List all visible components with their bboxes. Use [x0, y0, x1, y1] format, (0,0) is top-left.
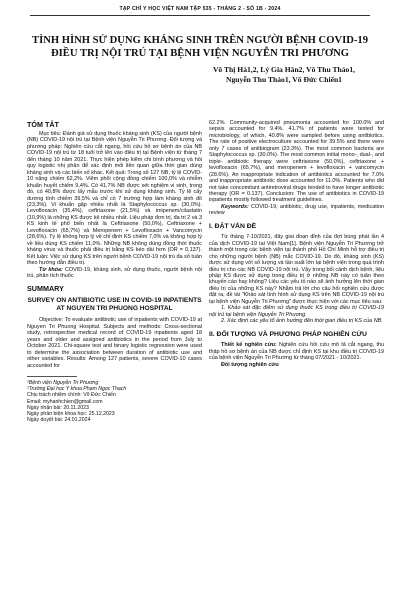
section-2-heading: II. ĐỐI TƯỢNG VÀ PHƯƠNG PHÁP NGHIÊN CỨU	[209, 330, 367, 338]
footnotes	[27, 380, 202, 423]
footnote: Email: myhanhchien@gmail.com	[27, 398, 103, 405]
tom-tat-body: Mục tiêu: Đánh giá sử dụng thuốc kháng sinh (KS) của người bệnh (NB) COVID-19 nội trú tại Bệnh viện Nguyễn Tri Phương. Đối tượng và phương pháp: Nghiên cứu cắt ngang, hồi cứu hồ sơ bệnh án của NB COVID-19 nội trú từ 18 tuổi trở lên vào điều trị tại Bệnh viện từ tháng 7 đến tháng 10 năm 2021. Thực hiện phép kiểm chi bình phương và hồi quy logistic nhị phân để xác định mối liên quan giữa thời gian dùng kháng sinh và các biến số khác. Kết quả: Trong số 127 NB, tỷ lệ COVID-10 nặng chiếm 62,2%. Viêm phổi cộng đồng chiếm 100,0% và nhiễm khuẩn huyết chiếm 9,4%. Có 41,7% NB được xét nghiệm vi sinh, trong đó, có 40,8% được lấy mẫu trước khi sử dụng kháng sinh. Tỷ lệ cấy dương tính chiếm 39,5% và chỉ có 7 trường hợp làm kháng sinh đồ (23,3%). Vi khuẩn gặp nhiều nhất là Staphylococcus sp. (30,0%). Levofloxacin (35,4%), ceftriaxone (21,5%) và imipenem/cilastatin (10,9%) là những KS được kê nhiều nhất. Liệu pháp đơn trị, đa trị 2 và 3 KS kinh tế phổ biến nhất là Ceftriaxone (50,0%), Ceftriaxone + Levofloxacin (65,7%) và Meropenem + Levofloxacin + Vancomycin (28,6%). Tỷ lệ không hợp lý về chỉ định KS chiếm 7,0% và không hợp lý về liều dùng KS chiếm 11,0%. Những NB không dùng đồng thời thuốc kháng virus và thuốc phải điều trị bằng KS kéo dài hơn (OR = 0,137). Kết luận: Việc sử dụng KS trên người bệnh COVID-19 nội trú đa số tuân theo hướng dẫn điều trị.	[27, 131, 202, 267]
objective-2: 2. Xác định các yếu tố ảnh hưởng đến thời gian điều trị KS của NB.	[221, 318, 383, 325]
tu-khoa	[27, 267, 202, 280]
authors-line-2: Nguyễn Thu Thảo1, Võ Đức Chiến1	[226, 75, 342, 84]
section-1-body: Từ tháng 7-10/2021, đây giai đoạn đỉnh của đợt bùng phát lần 4 của dịch COVID-19 tại Việt Nam[1]. Bệnh viện Nguyễn Tri Phương trở thành một trong các bệnh viện tại thành phố Hồ Chí Minh hỗ trợ điều trị cho những người bệnh (NB) mắc COVID-19. Do đó, kháng sinh (KS) được sử dụng với số lượng và tần suất lớn tại bệnh viện trong quá trình điều trị cho các NB COVID-19 nội trú. Vậy trong bối cảnh dịch bệnh, liệu pháp KS được sử dụng trong điều trị ở những NB này có tuân theo khuyến cáo hay không? Liệu các yếu tố nào sẽ ảnh hưởng lên thời gian điều trị của những KS này? Nhằm trả lời cho câu hỏi nghiên cứu được đặt ra, đề tài "Khảo sát tình hình sử dụng KS trên NB COVID-19 nội trú tại bệnh viện Nguyễn Tri Phương" được thực hiện với các mục tiêu sau:	[209, 234, 384, 305]
footnote: ¹Bệnh viện Nguyễn Tri Phương	[27, 380, 99, 387]
authors	[190, 65, 378, 85]
footnote: ²Trường Đại học Y khoa Phạm Ngọc Thạch	[27, 386, 127, 393]
subjects-heading: Đối tượng nghiên cứu	[221, 361, 279, 368]
footnote: Ngày nhận bài: 20.11.2023	[27, 404, 89, 411]
footnote: Ngày phản biện khoa học: 25.12.2023	[27, 411, 115, 418]
tu-khoa-text: COVID-19, kháng sinh, sử dụng thuốc, người bệnh nội trú, phân tích thuốc	[27, 266, 203, 279]
study-design	[209, 342, 384, 361]
objective-1: 1. Khảo sát đặc điểm sử dụng thuốc KS trong điều trị COVID-19 nội trú tại bệnh viện Nguyễn Tri Phương.	[209, 305, 384, 318]
summary-title: SURVEY ON ANTIBIOTIC USE IN COVID-19 INPATIENTS AT NGUYEN TRI PHUONG HOSPITAL	[27, 297, 202, 313]
keywords-text: COVID-19, antibiotic, drug use, inpatients, medication review	[209, 203, 384, 217]
header-rule	[30, 15, 370, 16]
footnote: Ngày duyệt bài: 24.01.2024	[27, 417, 91, 424]
study-design-text: Nghiên cứu hồi cứu mô tả cắt ngang, thu thập hồ sơ bệnh án của NB được chỉ định KS tại khu điều trị COVID-19 của bệnh viện Nguyễn Tri Phương từ tháng 07/2021 - 10/2021.	[209, 342, 385, 362]
journal-header: TẠP CHÍ Y HỌC VIỆT NAM TẬP 535 - THÁNG 2 - SỐ 1B - 2024	[119, 6, 281, 12]
keywords-label: Keywords:	[221, 203, 249, 210]
title-line-1: TÌNH HÌNH SỬ DỤNG KHÁNG SINH TRÊN NGƯỜI BỆNH COVID-19	[32, 35, 368, 46]
left-column	[27, 120, 202, 423]
summary-heading: SUMMARY	[27, 284, 64, 294]
section-1-heading: I. ĐẶT VẤN ĐỀ	[209, 222, 257, 230]
keywords	[209, 204, 384, 217]
study-design-label: Thiết kế nghiên cứu:	[221, 342, 277, 349]
right-abstract: 62.2%. Community-acquired pneumonia accounted for 100.0% and sepsis accounted for 9.4%. 41.7% of patients were tested for microbiology, of which, 40.8% were sampled before using antibiotics. The rate of positive electroculture accounted for 39.5% and there were only 7 cases of antibiogram (23.3%). The most common bacteria are Staphylococcus sp. (30.0%). The most common initial mono-, dual-, and triple- antibiotic therapy were ceftriaxone (50.0%), ceftriaxone + levofloxacin (65.7%), and meropenem + levofloxacin + vancomycin (28.6%). An inappropriate indication of antibiotics accounted for 7.0% and inappropriate antibiotic dose accounted for 11.0%. Patients who did not take concomitant antiretroviral drugs tended to have longer antibiotic therapy (OR = 0.137). Conclusion: The use of antibiotics in COVID-19 inpatients mostly followed treatment guidelines.	[209, 120, 384, 204]
tu-khoa-label: Từ khóa:	[39, 266, 63, 273]
article-title	[20, 34, 380, 60]
authors-line-1: Võ Thị Hà1,2, Lý Gia Hân2, Võ Thu Thảo1,	[212, 65, 356, 74]
tom-tat-heading: TÓM TẮT	[27, 120, 59, 129]
footnote: Chịu trách nhiệm chính: Võ Đức Chiến	[27, 392, 116, 399]
footnote-rule	[27, 376, 77, 377]
summary-body: Objective: To evaluate antibiotic use of inpatients with COVID-19 at Nguyen Tri Phuong Hospital. Subjects and methods: Cross-sectional study, retrospective medical record of COVID-19 inpatients aged 18 years and older and assigned antibiotics in the period from July to October 2021. Chi-square test and binary logistic regression were used to determine the association between duration of antibiotic use and other variables. Results: Among 127 patients, severe COVID-10 cases accounted for	[27, 317, 202, 369]
right-column	[209, 120, 384, 368]
title-line-2: ĐIỀU TRỊ NỘI TRÚ TẠI BỆNH VIỆN NGUYỄN TRI PHƯƠNG	[51, 48, 349, 59]
